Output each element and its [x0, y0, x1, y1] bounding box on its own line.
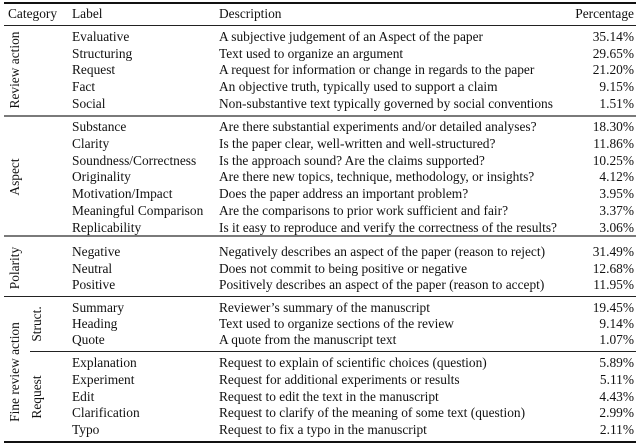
row-label: Structuring — [72, 45, 133, 61]
row-percentage: 31.49% — [592, 244, 634, 259]
row-percentage: 12.68% — [592, 260, 634, 276]
row-description: Request to explain of scientific choices (question) — [219, 355, 487, 370]
row-label: Substance — [72, 119, 127, 134]
row-percentage: 11.86% — [593, 135, 634, 151]
header-label: Label — [72, 6, 103, 21]
row-description: Non-substantive text typically governed by social conventions — [219, 95, 553, 111]
row-description: Positively describes an aspect of the paper (reason to accept) — [219, 277, 545, 292]
category-aspect: Aspect — [7, 158, 22, 196]
row-percentage: 2.11% — [599, 422, 634, 438]
row-description: Request to edit the text in the manuscript — [219, 388, 439, 404]
row-description: Are the comparisons to prior work sufficient and fair? — [219, 203, 509, 218]
row-label: Clarification — [72, 405, 140, 421]
row-description: Negatively describes an aspect of the paper (reason to reject) — [219, 244, 546, 259]
row-label: Motivation/Impact — [72, 186, 173, 202]
row-percentage: 9.15% — [599, 79, 634, 95]
row-label: Quote — [72, 332, 105, 347]
row-label: Evaluative — [72, 28, 130, 44]
row-percentage: 10.25% — [592, 152, 634, 168]
subcategory-struct: Struct. — [29, 306, 44, 342]
row-percentage: 29.65% — [592, 45, 634, 61]
row-description: Are there substantial experiments and/or detailed analyses? — [219, 119, 537, 134]
category-polarity: Polarity — [7, 246, 22, 290]
row-percentage: 9.14% — [599, 316, 634, 331]
subgroup-rule — [30, 351, 636, 352]
row-percentage: 4.12% — [599, 169, 634, 185]
row-percentage: 5.11% — [599, 371, 634, 387]
row-label: Fact — [72, 79, 96, 95]
row-percentage: 11.95% — [593, 277, 634, 292]
row-description: Request to fix a typo in the manuscript — [219, 422, 427, 438]
row-percentage: 1.51% — [599, 95, 634, 111]
row-description: An objective truth, typically used to support a claim — [219, 79, 498, 95]
header-category: Category — [8, 6, 58, 21]
group-rule — [4, 296, 636, 297]
row-label: Social — [72, 95, 106, 111]
row-description: Is it easy to reproduce and verify the correctness of the results? — [219, 219, 557, 235]
header-rule — [4, 25, 636, 26]
row-percentage: 2.99% — [599, 405, 634, 421]
row-label: Originality — [72, 169, 131, 185]
header-description: Description — [219, 6, 282, 21]
row-label: Typo — [72, 422, 100, 438]
row-label: Heading — [72, 316, 118, 331]
group-rule — [4, 115, 636, 117]
row-percentage: 4.43% — [599, 388, 634, 404]
subcategory-request: Request — [29, 375, 44, 419]
row-percentage: 18.30% — [592, 119, 634, 134]
row-label: Edit — [72, 388, 95, 404]
row-description: Request for additional experiments or results — [219, 371, 460, 387]
row-label: Summary — [72, 300, 125, 315]
category-review-action: Review action — [7, 31, 22, 109]
row-description: Does the paper address an important problem? — [219, 186, 469, 202]
row-label: Neutral — [72, 260, 113, 276]
row-label: Meaningful Comparison — [72, 203, 204, 218]
row-description: A quote from the manuscript text — [219, 332, 397, 347]
row-description: Reviewer’s summary of the manuscript — [219, 300, 430, 315]
row-label: Experiment — [72, 371, 135, 387]
row-description: A request for information or change in regards to the paper — [219, 62, 535, 78]
header-percentage: Percentage — [575, 6, 634, 21]
row-percentage: 3.95% — [599, 186, 634, 202]
row-percentage: 3.37% — [599, 203, 634, 218]
row-percentage: 19.45% — [592, 300, 634, 315]
row-description: Request to clarify of the meaning of some text (question) — [219, 405, 526, 421]
row-description: Is the paper clear, well-written and well-structured? — [219, 135, 496, 151]
row-label: Positive — [72, 277, 116, 292]
row-percentage: 35.14% — [592, 28, 634, 44]
row-percentage: 21.20% — [592, 62, 634, 78]
row-label: Explanation — [72, 355, 137, 370]
row-percentage: 5.89% — [599, 355, 634, 370]
category-fine-review-action: Fine review action — [7, 322, 22, 422]
top-rule — [4, 2, 636, 4]
bottom-rule — [4, 441, 636, 443]
row-percentage: 1.07% — [599, 332, 634, 347]
row-description: A subjective judgement of an Aspect of the paper — [219, 28, 484, 44]
row-description: Does not commit to being positive or negative — [219, 260, 468, 276]
row-label: Negative — [72, 244, 121, 259]
row-label: Request — [72, 62, 116, 78]
row-description: Is the approach sound? Are the claims supported? — [219, 152, 485, 168]
row-label: Soundness/Correctness — [72, 152, 197, 168]
row-label: Clarity — [72, 135, 110, 151]
row-percentage: 3.06% — [599, 219, 634, 235]
row-description: Text used to organize an argument — [219, 45, 404, 61]
row-label: Replicability — [72, 219, 142, 235]
row-description: Text used to organize sections of the review — [219, 316, 454, 331]
row-description: Are there new topics, technique, methodology, or insights? — [219, 169, 535, 185]
